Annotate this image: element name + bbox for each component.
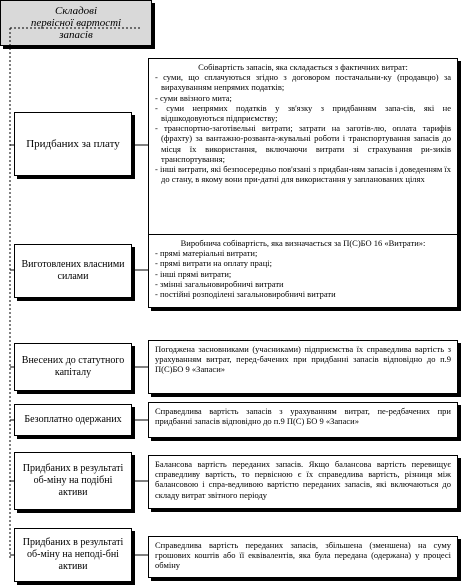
right-text-dissimilar-exchange: Справедлива вартість переданих запасів, збільшена (зменшена) на суму грошових коштів або її еквівалентів, яка була передана (одержана) у процесі обміну [155, 540, 451, 571]
right-box-self-made [148, 234, 458, 308]
right-text-free-received: Справедлива вартість запасів з урахуванням витрат, пе-редбачених при придбанні запасів відповідно до п.9 П(С) БО 9 «Запаси» [155, 406, 451, 427]
left-box-free-received [14, 404, 132, 436]
right-box-free-received [148, 402, 458, 438]
right-box-dissimilar-exchange [148, 536, 458, 578]
list-item: - змінні загальновиробничі витрати [155, 279, 451, 289]
right-box-purchased [148, 58, 458, 246]
list-item: - транспортно-заготівельні витрати; затрати на заготів-лю, оплата тарифів (фрахту) за вантажно-розванта-жувальні роботи і транспортування запасів до місця їх використання, включаючи витрати зі страхування ри-зиків транспортування; [155, 123, 451, 164]
title-line-3: запасів [59, 29, 93, 41]
list-item: - постійні розподілені загальновиробничі витрати [155, 289, 451, 299]
right-head-self-made: Виробнича собівартість, яка визначається за П(С)БО 16 «Витрати»: [180, 238, 426, 248]
right-box-similar-exchange [148, 455, 458, 509]
list-item: - суми непрямих податків у зв'язку з придбанням запа-сів, які не відшкодовуються підприємству; [155, 103, 451, 123]
purchased-items-list [155, 72, 451, 184]
left-label-self-made: Виготовлених власними силами [21, 259, 125, 282]
title-line-1: Складові [54, 5, 98, 17]
title-line-2: первісної вартості [30, 17, 122, 29]
left-box-purchased [14, 112, 132, 176]
left-label-charter-capital: Внесених до статутного капіталу [21, 355, 125, 378]
left-label-similar-exchange: Придбаних в результаті об-міну на подібні активи [22, 463, 124, 498]
left-box-dissimilar-exchange [14, 528, 132, 582]
self-made-items-list [155, 248, 451, 299]
right-text-charter-capital: Погоджена засновниками (учасниками) підприємства їх справедлива вартість з урахуванням витрат, перед-бачених при придбанні запасів відповідно до п.9 П(С)БО 9 «Запаси» [155, 344, 451, 375]
list-item: - суми ввізного мита; [155, 93, 451, 103]
left-box-self-made [14, 244, 132, 298]
left-box-similar-exchange [14, 452, 132, 510]
right-head-purchased: Собівартість запасів, яка складається з фактичних витрат: [198, 62, 408, 72]
left-box-charter-capital [14, 343, 132, 391]
left-label-dissimilar-exchange: Придбаних в результаті об-міну на неподі-бні активи [22, 537, 124, 572]
right-text-similar-exchange: Балансова вартість переданих запасів. Якщо балансова вартість перевищує справедливу вартість, то первісною є їх справедлива вартість, різниця між балансовою і спра-ведливою вартістю переданих запасів, які включаються до складу витрат звітного періоду [155, 459, 451, 500]
left-label-free-received: Безоплатно одержаних [24, 414, 122, 425]
left-label-purchased: Придбаних за плату [26, 137, 120, 150]
list-item: - прямі матеріальні витрати; [155, 248, 451, 258]
list-item: - інші прямі витрати; [155, 269, 451, 279]
list-item: - інші витрати, які безпосередньо пов'язані з придбан-ням запасів і доведенням їх до стану, в якому вони при-датні для використання у запланованих цілях [155, 164, 451, 184]
list-item: - прямі витрати на оплату праці; [155, 258, 451, 268]
list-item: - суми, що сплачуються згідно з договором постачальни-ку (продавцю) за вирахуванням непрямих податків; [155, 72, 451, 92]
right-box-charter-capital [148, 340, 458, 394]
